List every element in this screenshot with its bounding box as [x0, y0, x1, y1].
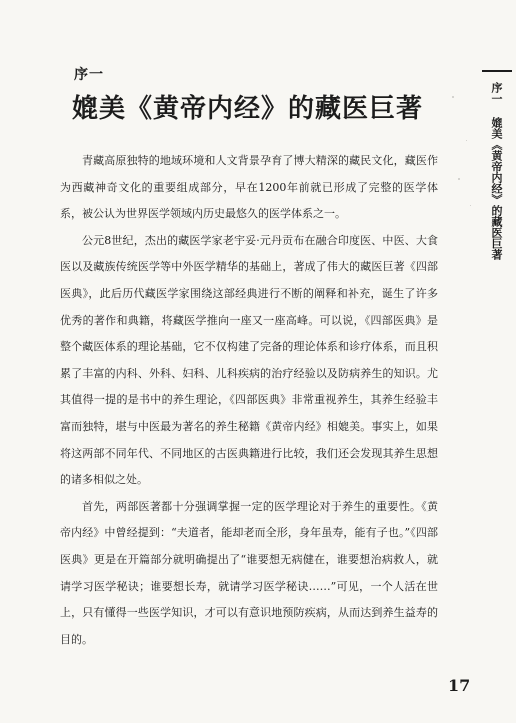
side-running-title: 序一 媲美《黄帝内经》的藏医巨著 [490, 82, 503, 260]
scan-speckle [470, 205, 471, 206]
page-number: 17 [448, 676, 471, 695]
body-text [60, 148, 438, 653]
section-label: 序一 [74, 67, 104, 83]
scan-speckle [466, 140, 467, 141]
paragraph-2: 公元8世纪，杰出的藏医学家老宇妥·元丹贡布在融合印度医、中医、大食医以及藏族传统医学等中外医学精华的基础上，著成了伟大的藏医巨著《四部医典》，此后历代藏医学家围绕这部经典进行不断的阐释和补充，诞生了许多优秀的著作和典籍，将藏医学推向一座又一座高峰。可以说，《四部医典》是整个藏医体系的理论基础，它不仅构建了完备的理论体系和诊疗体系，而且积累了丰富的内科、外科、妇科、儿科疾病的治疗经验以及防病养生的知识。尤其值得一提的是书中的养生理论，《四部医典》非常重视养生，其养生经验丰富而独特，堪与中医最为著名的养生秘籍《黄帝内经》相媲美。事实上，如果将这两部不同年代、不同地区的古医典籍进行比较，我们还会发现其养生思想的诸多相似之处。 [60, 233, 438, 487]
scan-speckle [452, 96, 454, 98]
paragraph-1: 青藏高原独特的地域环境和人文背景孕育了博大精深的藏民文化，藏医作为西藏神奇文化的重要组成部分，早在1200年前就已形成了完整的医学体系，被公认为世界医学领域内历史最悠久的医学体系之一。 [60, 154, 438, 221]
side-tab-rule [482, 70, 512, 72]
paragraph-3: 首先，两部医著都十分强调掌握一定的医学理论对于养生的重要性。《黄帝内经》中曾经提到：“夫道者，能却老而全形，身年虽寿，能有子也。”《四部医典》更是在开篇部分就明确提出了“谁要想无病健在，谁要想治病救人，就请学习医学秘诀；谁要想长寿，就请学习医学秘诀……”可见，一个人活在世上，只有懂得一些医学知识，才可以有意识地预防疾病，从而达到养生益寿的目的。 [60, 499, 438, 646]
scan-speckle [458, 178, 460, 180]
chapter-title: 媲美《黄帝内经》的藏医巨著 [72, 94, 424, 124]
